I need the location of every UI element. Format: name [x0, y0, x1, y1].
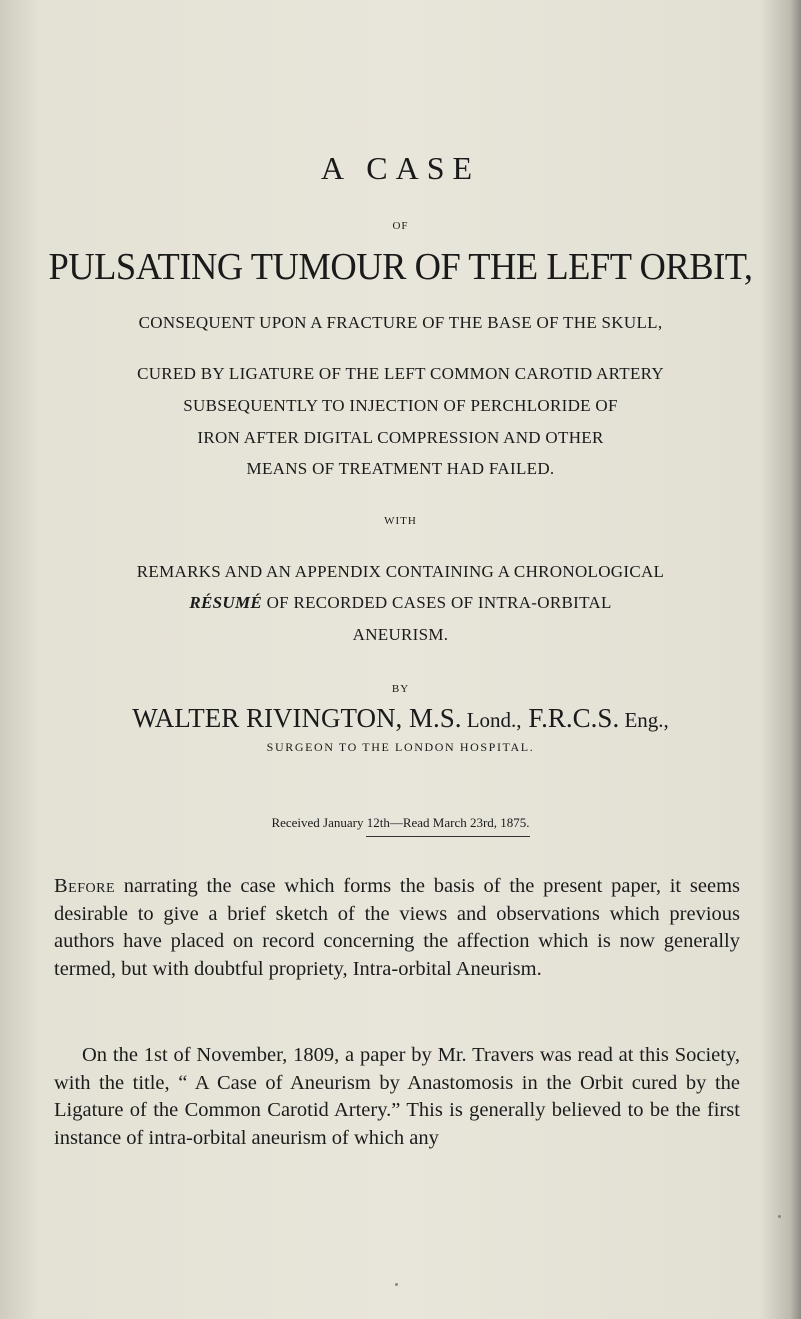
subtitle-line-2: CURED BY LIGATURE OF THE LEFT COMMON CAROTID ARTERY — [137, 364, 664, 383]
heading-of: OF — [392, 220, 409, 232]
subtitle-line-4: IRON AFTER DIGITAL COMPRESSION AND OTHER — [197, 428, 604, 447]
paper-speck — [778, 1215, 781, 1218]
resume-word: RÉSUMÉ — [189, 593, 263, 612]
remarks-line-2 — [0, 593, 801, 613]
received-date: Received January 12th—Read March 23rd, 1875. — [271, 815, 530, 830]
subtitle-line-5: MEANS OF TREATMENT HAD FAILED. — [246, 459, 555, 478]
remarks-line-2-rest: OF RECORDED CASES OF INTRA-ORBITAL — [262, 593, 612, 612]
remarks-line-1: REMARKS AND AN APPENDIX CONTAINING A CHRONOLOGICAL — [136, 562, 665, 581]
paragraph-1 — [54, 873, 740, 983]
paragraph-1-text: narrating the case which forms the basis of the present paper, it seems desirable to give a brief sketch of the views and observations which previous authors have placed on record concerning the affection which is now generally termed, but with doubtful propriety, Intra-orbital Aneurism. — [54, 875, 740, 980]
paper-speck — [395, 1283, 398, 1286]
heading-a-case: A CASE — [320, 150, 481, 186]
main-title: PULSATING TUMOUR OF THE LEFT ORBIT, — [48, 246, 753, 288]
paragraph-2 — [54, 1042, 740, 1152]
author-line — [0, 703, 801, 734]
author-lond: Lond., — [461, 708, 522, 732]
author-affiliation: SURGEON TO THE LONDON HOSPITAL. — [266, 740, 535, 754]
paragraph-2-text: On the 1st of November, 1809, a paper by Mr. Travers was read at this Society, with the title, “ A Case of Aneurism by Anastomosis in the Orbit cured by the Ligature of the Common Carotid Artery.” This is generally believed to be the first instance of intra-orbital aneurism of which any — [54, 1044, 740, 1149]
paragraph-1-lead: Before — [54, 875, 116, 897]
heading-by: BY — [391, 683, 410, 695]
author-frcs: F.R.C.S. — [521, 703, 620, 733]
author-eng: Eng., — [619, 708, 669, 732]
subtitle-line-3: SUBSEQUENTLY TO INJECTION OF PERCHLORIDE OF — [183, 396, 618, 415]
remarks-line-3: ANEURISM. — [352, 625, 449, 644]
subtitle-line-1: CONSEQUENT UPON A FRACTURE OF THE BASE OF THE SKULL, — [138, 313, 663, 332]
author-name: WALTER RIVINGTON, M.S. — [132, 703, 462, 733]
divider-rule — [366, 836, 530, 837]
heading-with: WITH — [384, 515, 417, 527]
